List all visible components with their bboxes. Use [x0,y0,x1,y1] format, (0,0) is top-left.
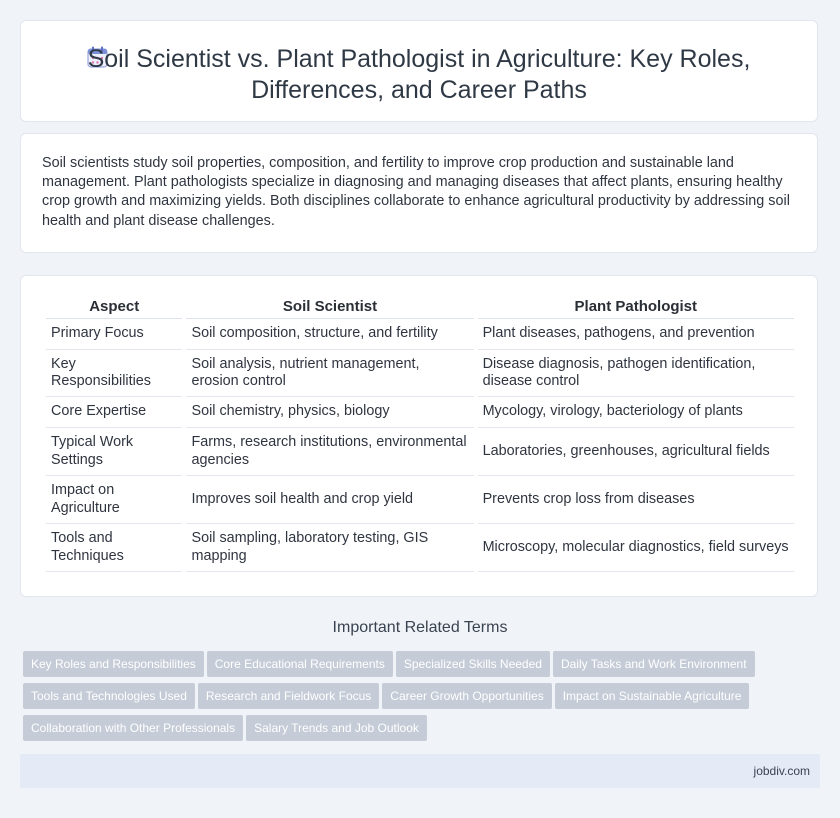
related-term-tag[interactable]: Core Educational Requirements [207,651,393,677]
plant-pathologist-cell: Plant diseases, pathogens, and prevention [478,319,794,350]
soil-scientist-cell: Soil chemistry, physics, biology [186,397,473,428]
intro-card [20,133,818,253]
row-aspect: Primary Focus [46,319,182,350]
table-row [46,428,794,476]
soil-scientist-cell: Farms, research institutions, environmental agencies [186,428,473,476]
related-term-tag[interactable]: Impact on Sustainable Agriculture [555,683,750,709]
footer-bar [20,754,820,788]
related-terms-list [23,651,813,747]
related-term-tag[interactable]: Career Growth Opportunities [382,683,551,709]
column-header-soil-scientist: Soil Scientist [186,295,473,319]
soil-scientist-cell: Improves soil health and crop yield [186,476,473,524]
related-term-tag[interactable]: Specialized Skills Needed [396,651,550,677]
header-card [20,20,818,122]
table-row [46,476,794,524]
intro-paragraph: Soil scientists study soil properties, composition, and fertility to improve crop production and sustainable land management. Plant pathologists specialize in diagnosing and managing diseases that affect plants, ensuring healthy crop growth and maximizing yields. Both disciplines collaborate to enhance agricultural productivity by addressing soil health and plant disease challenges. [42,155,790,229]
table-row [46,319,794,350]
related-terms-title: Important Related Terms [332,619,508,636]
plant-pathologist-cell: Mycology, virology, bacteriology of plants [478,397,794,428]
table-row [46,350,794,397]
row-aspect: Impact on Agriculture [46,476,182,524]
comparison-card [20,275,818,597]
related-term-tag[interactable]: Tools and Technologies Used [23,683,195,709]
table-header-row [46,295,794,319]
page-title: Soil Scientist vs. Plant Pathologist in Agriculture: Key Roles, Differences, and Career Paths [87,45,751,104]
table-row [46,397,794,428]
related-term-tag[interactable]: Collaboration with Other Professionals [23,715,243,741]
comparison-table [42,295,798,572]
plant-pathologist-cell: Microscopy, molecular diagnostics, field surveys [478,524,794,572]
row-aspect: Core Expertise [46,397,182,428]
related-term-tag[interactable]: Daily Tasks and Work Environment [553,651,755,677]
row-aspect: Key Responsibilities [46,350,182,397]
plant-pathologist-cell: Disease diagnosis, pathogen identification, disease control [478,350,794,397]
column-header-plant-pathologist: Plant Pathologist [478,295,794,319]
footer-site-link[interactable]: jobdiv.com [753,764,810,778]
table-row [46,524,794,572]
plant-pathologist-cell: Prevents crop loss from diseases [478,476,794,524]
column-header-aspect: Aspect [46,295,182,319]
soil-scientist-cell: Soil sampling, laboratory testing, GIS mapping [186,524,473,572]
related-term-tag[interactable]: Salary Trends and Job Outlook [246,715,427,741]
related-term-tag[interactable]: Key Roles and Responsibilities [23,651,204,677]
plant-pathologist-cell: Laboratories, greenhouses, agricultural fields [478,428,794,476]
soil-scientist-cell: Soil composition, structure, and fertility [186,319,473,350]
soil-scientist-cell: Soil analysis, nutrient management, erosion control [186,350,473,397]
related-term-tag[interactable]: Research and Fieldwork Focus [198,683,379,709]
row-aspect: Tools and Techniques [46,524,182,572]
row-aspect: Typical Work Settings [46,428,182,476]
